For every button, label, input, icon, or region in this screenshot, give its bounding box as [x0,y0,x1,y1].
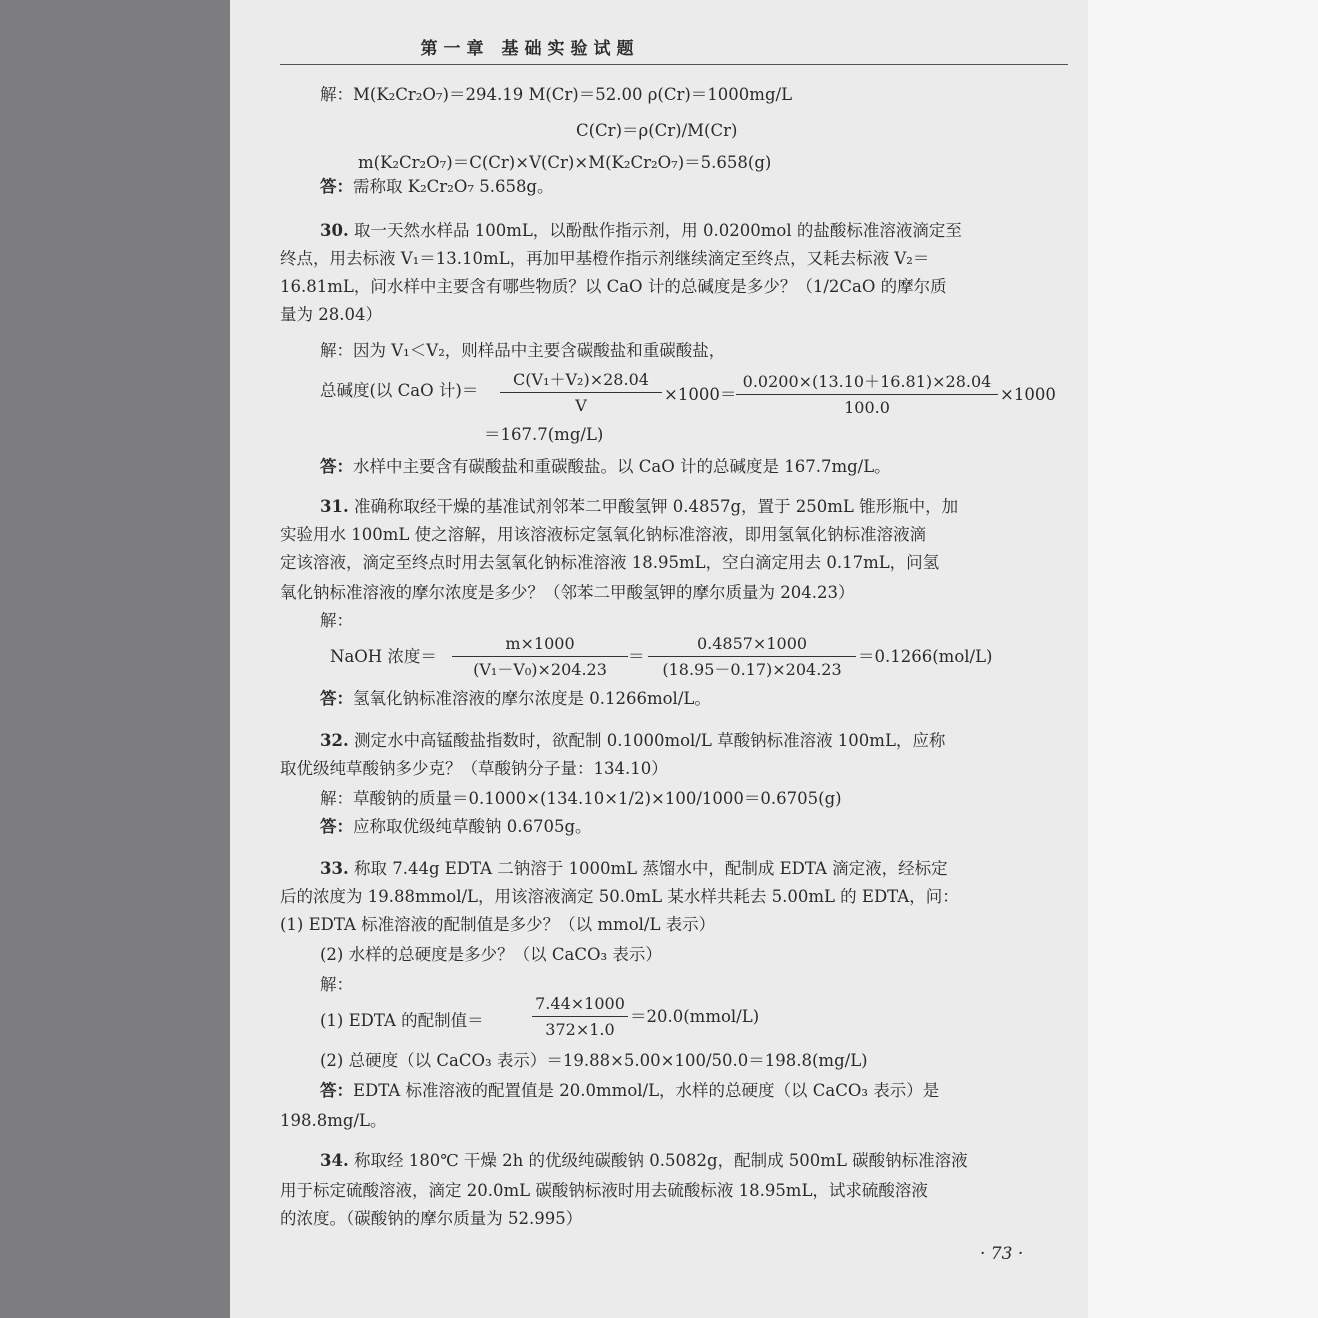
q31-result: ＝0.1266(mol/L) [858,647,993,666]
q30-fraction2-numerator: 0.0200×(13.10＋16.81)×28.04 [742,372,992,391]
q30-line2: 终点，用去标液 V₁＝13.10mL，再加甲基橙作指示剂继续滴定至终点，又耗去标液 V₂＝ [280,249,930,268]
q29-answer [320,176,554,198]
q34-line3: 的浓度。（碳酸钠的摩尔质量为 52.995） [280,1209,583,1228]
answer-label: 答： [320,689,353,708]
question-text: 准确称取经干燥的基准试剂邻苯二甲酸氢钾 0.4857g，置于 250mL 锥形瓶中，加 [353,497,959,516]
q31-fraction2-bar [648,656,856,657]
q30-fraction1-bar [500,392,662,393]
q30-line3: 16.81mL，问水样中主要含有哪些物质？以 CaO 计的总碱度是多少？（1/2CaO 的摩尔质 [280,277,947,296]
q31-fraction1-denominator: (V₁－V₀)×204.23 [473,660,607,679]
q33-fraction-denominator: 372×1.0 [545,1020,615,1039]
answer-text: EDTA 标准溶液的配置值是 20.0mmol/L，水样的总硬度（以 CaCO₃ 表示）是 [353,1081,940,1100]
q31-equals: ＝ [628,647,645,666]
question-number: 32. [320,731,349,750]
q30-result: ＝167.7(mg/L) [484,425,604,444]
q31-line2: 实验用水 100mL 使之溶解，用该溶液标定氢氧化钠标准溶液，即用氢氧化钠标准溶液滴 [280,525,927,544]
q33-fraction-numerator: 7.44×1000 [535,994,625,1013]
q31-fraction1-numerator: m×1000 [505,634,575,653]
q30-fraction1-numerator: C(V₁＋V₂)×28.04 [513,370,649,389]
answer-text: 应称取优级纯草酸钠 0.6705g。 [353,817,592,836]
q29-solution-line3: m(K₂Cr₂O₇)＝C(Cr)×V(Cr)×M(K₂Cr₂O₇)＝5.658(g) [358,153,772,172]
q31-fraction1-bar [452,656,628,657]
answer-text: 水样中主要含有碳酸盐和重碳酸盐。以 CaO 计的总碱度是 167.7mg/L。 [353,457,891,476]
answer-label: 答： [320,177,353,196]
q31-line4: 氧化钠标准溶液的摩尔浓度是多少？（邻苯二甲酸氢钾的摩尔质量为 204.23） [280,583,855,602]
q33-line3: (1) EDTA 标准溶液的配制值是多少？（以 mmol/L 表示） [280,915,716,934]
q31-formula-label: NaOH 浓度＝ [330,647,437,666]
question-text: 取一天然水样品 100mL，以酚酞作指示剂，用 0.0200mol 的盐酸标准溶液滴定至 [353,221,962,240]
book-spine-shadow [0,0,230,1318]
q29-solution-line2: C(Cr)＝ρ(Cr)/M(Cr) [576,121,738,140]
q33-line1 [320,858,948,880]
q31-line1 [320,496,958,518]
running-header: 第一章 基础实验试题 [420,39,640,59]
answer-text: 需称取 K₂Cr₂O₇ 5.658g。 [353,177,554,196]
q32-answer [320,816,592,838]
q33-line2: 后的浓度为 19.88mmol/L，用该溶液滴定 50.0mL 某水样共耗去 5.00mL 的 EDTA，问： [280,887,959,906]
q30-solution: 解：因为 V₁＜V₂，则样品中主要含碳酸盐和重碳酸盐， [320,341,726,360]
q32-line2: 取优级纯草酸钠多少克？（草酸钠分子量：134.10） [280,759,668,778]
q31-fraction2-denominator: (18.95－0.17)×204.23 [662,660,842,679]
q30-times1: ×1000＝ [664,385,737,404]
q30-line1 [320,220,962,242]
q30-formula-label: 总碱度(以 CaO 计)＝ [320,381,479,400]
q31-answer [320,688,711,710]
page-number: · 73 · [980,1244,1024,1264]
q31-fraction2-numerator: 0.4857×1000 [696,634,808,653]
question-number: 31. [320,497,349,516]
q33-solution-label: 解： [320,975,353,994]
question-number: 34. [320,1151,349,1170]
q33-answer-line2: 198.8mg/L。 [280,1111,387,1130]
question-text: 测定水中高锰酸盐指数时，欲配制 0.1000mol/L 草酸钠标准溶液 100mL，应称 [353,731,946,750]
q33-step1-result: ＝20.0(mmol/L) [630,1007,760,1026]
answer-text: 氢氧化钠标准溶液的摩尔浓度是 0.1266mol/L。 [353,689,711,708]
q33-step2: (2) 总硬度（以 CaCO₃ 表示）＝19.88×5.00×100/50.0＝198.8(mg/L) [320,1051,868,1070]
q29-solution-line1: 解：M(K₂Cr₂O₇)＝294.19 M(Cr)＝52.00 ρ(Cr)＝1000mg/L [320,85,793,104]
answer-label: 答： [320,1081,353,1100]
q33-answer-line1 [320,1080,939,1102]
q30-line4: 量为 28.04） [280,305,382,324]
q30-times2: ×1000 [1000,385,1056,404]
q34-line2: 用于标定硫酸溶液，滴定 20.0mL 碳酸钠标液时用去硫酸标液 18.95mL，试求硫酸溶液 [280,1181,928,1200]
question-text: 称取 7.44g EDTA 二钠溶于 1000mL 蒸馏水中，配制成 EDTA 滴定液，经标定 [353,859,948,878]
q33-line4: (2) 水样的总硬度是多少？（以 CaCO₃ 表示） [320,945,662,964]
header-rule [280,64,1068,65]
answer-label: 答： [320,817,353,836]
question-number: 33. [320,859,349,878]
q30-fraction2-bar [736,394,998,395]
page-margin [1088,0,1318,1318]
q32-solution: 解：草酸钠的质量＝0.1000×(134.10×1/2)×100/1000＝0.6705(g) [320,789,842,808]
q33-step1-label: (1) EDTA 的配制值＝ [320,1011,484,1030]
q30-fraction1-denominator: V [575,396,587,415]
q34-line1 [320,1150,968,1172]
question-number: 30. [320,221,349,240]
q30-fraction2-denominator: 100.0 [844,398,890,417]
question-text: 称取经 180℃ 干燥 2h 的优级纯碳酸钠 0.5082g，配制成 500mL 碳酸钠标准溶液 [353,1151,968,1170]
q32-line1 [320,730,945,752]
q30-answer [320,456,891,478]
q31-solution-label: 解： [320,611,353,630]
q33-fraction-bar [532,1016,628,1017]
answer-label: 答： [320,457,353,476]
q31-line3: 定该溶液，滴定至终点时用去氢氧化钠标准溶液 18.95mL，空白滴定用去 0.17mL，问氢 [280,553,940,572]
